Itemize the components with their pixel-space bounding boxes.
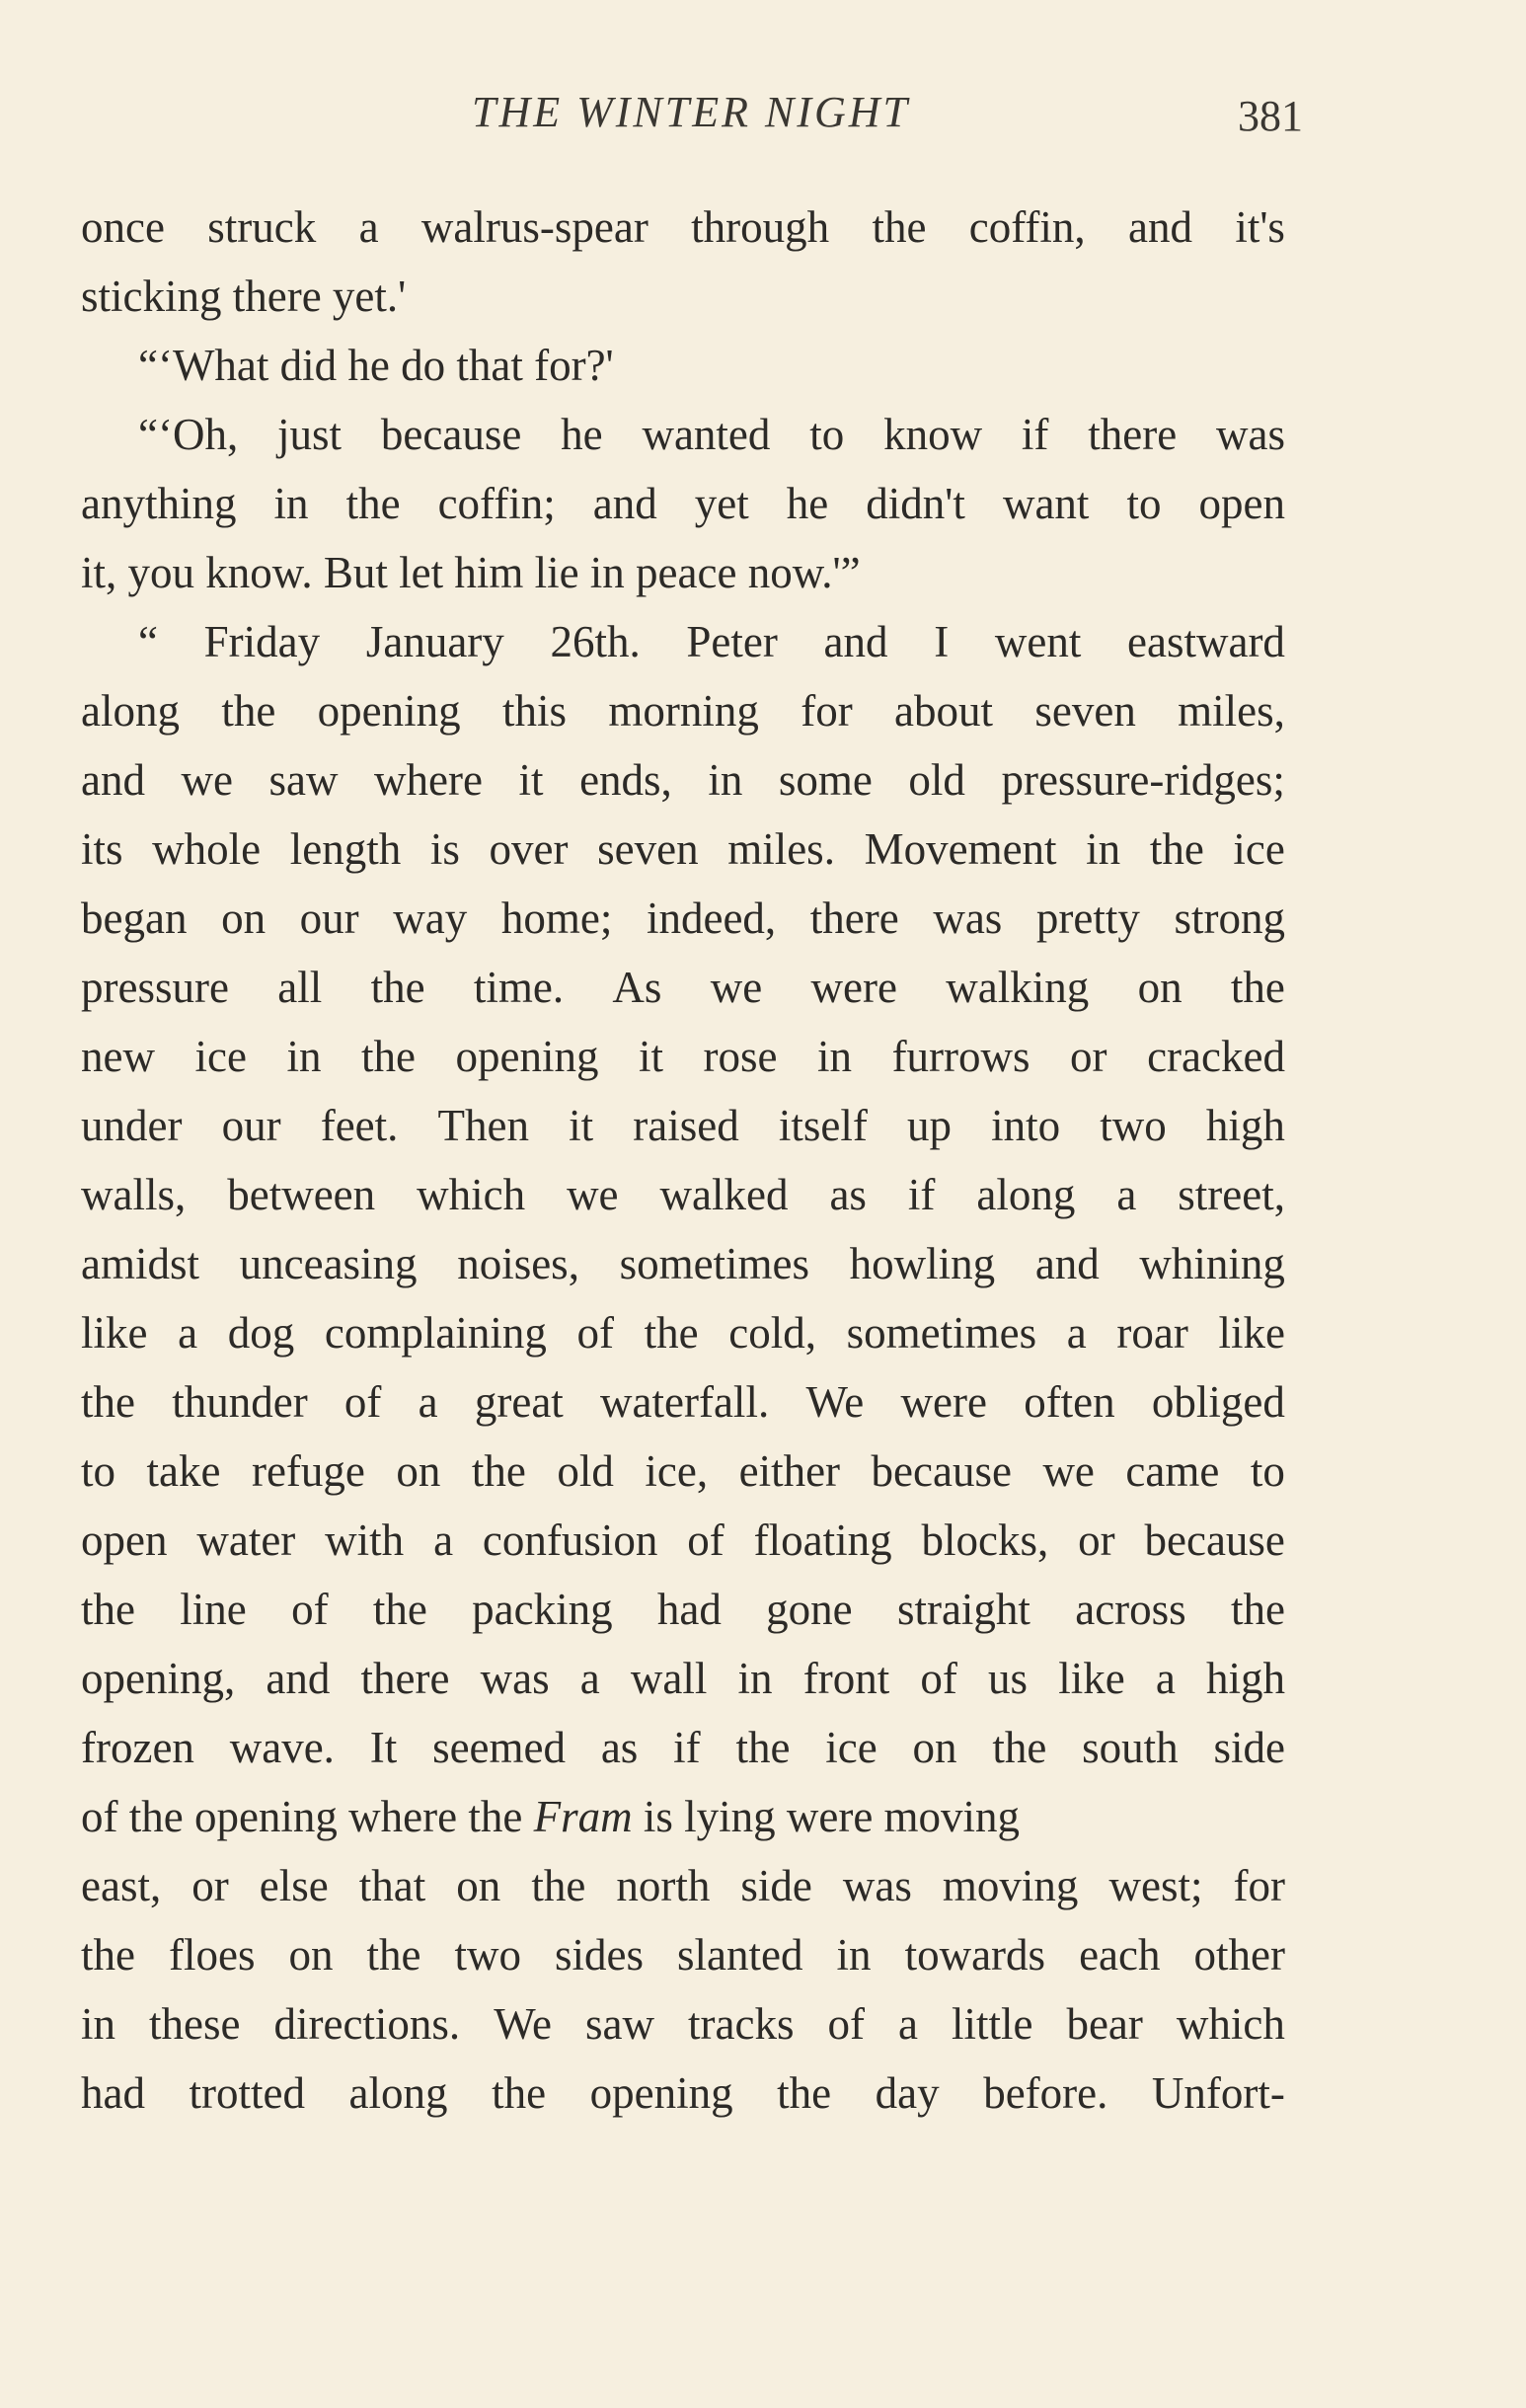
word: towards <box>904 1930 1046 1980</box>
text-line-23 <box>81 1713 1285 1782</box>
word: in <box>1086 824 1121 874</box>
word: east, <box>81 1861 162 1910</box>
word: he <box>561 410 603 459</box>
word: the <box>372 1585 427 1634</box>
word: bear <box>1066 1999 1143 2049</box>
word: anything <box>81 479 237 528</box>
word: some <box>778 755 873 805</box>
word: ice, <box>645 1446 709 1496</box>
word: a <box>433 1515 454 1565</box>
word: ice <box>825 1723 877 1772</box>
word: there <box>360 1654 450 1703</box>
word: little <box>951 1999 1033 2049</box>
word: walrus-spear <box>420 202 649 252</box>
word: of <box>576 1308 614 1358</box>
word: in <box>286 1032 322 1081</box>
word: if <box>1021 410 1049 459</box>
text-line-12 <box>81 953 1285 1022</box>
word: trotted <box>189 2068 305 2118</box>
word: north <box>616 1861 711 1910</box>
word: ice <box>194 1032 247 1081</box>
word: time. <box>473 963 565 1012</box>
text-line-25 <box>81 1851 1285 1920</box>
word: pretty <box>1035 893 1140 943</box>
word: or <box>191 1861 229 1910</box>
word: miles, <box>1178 686 1285 736</box>
word: itself <box>778 1101 868 1150</box>
word: was <box>480 1654 550 1703</box>
word: because <box>871 1446 1012 1496</box>
word: the <box>992 1723 1047 1772</box>
word: wanted <box>642 410 771 459</box>
word: dog <box>227 1308 295 1358</box>
word: cracked <box>1147 1032 1285 1081</box>
text-line-14 <box>81 1091 1285 1160</box>
word: on <box>912 1723 957 1772</box>
word: for <box>1233 1861 1285 1910</box>
word: the <box>221 686 276 736</box>
ship-name-fram: Fram <box>533 1792 633 1841</box>
word: sometimes <box>619 1239 810 1288</box>
word: just <box>277 410 343 459</box>
word: want <box>1002 479 1090 528</box>
word: of <box>920 1654 957 1703</box>
word: ice <box>1233 824 1285 874</box>
word: whining <box>1139 1239 1285 1288</box>
word: in <box>273 479 309 528</box>
text-line-22 <box>81 1644 1285 1713</box>
word: is <box>429 824 460 874</box>
word: which <box>1176 1999 1285 2049</box>
word: directions. <box>273 1999 461 2049</box>
word: began <box>81 893 188 943</box>
word: Movement <box>864 824 1057 874</box>
word: opening, <box>81 1654 236 1703</box>
word: a <box>1155 1654 1176 1703</box>
word: of <box>343 1377 382 1427</box>
word: wall <box>630 1654 708 1703</box>
word: that <box>358 1861 426 1910</box>
word: seven <box>597 824 699 874</box>
word: rose <box>703 1032 778 1081</box>
word: complaining <box>324 1308 547 1358</box>
word: I <box>934 617 950 666</box>
word: its <box>81 824 123 874</box>
word: it <box>639 1032 664 1081</box>
word: Unfort- <box>1151 2068 1285 2118</box>
body-text <box>81 193 1285 2128</box>
text-line-27 <box>81 1989 1285 2058</box>
word: eastward <box>1127 617 1285 666</box>
word: like <box>1218 1308 1285 1358</box>
word: Then <box>437 1101 529 1150</box>
word: on <box>456 1861 501 1910</box>
word: a <box>358 202 379 252</box>
word: We <box>494 1999 553 2049</box>
word: we <box>710 963 763 1012</box>
word: refuge <box>251 1446 365 1496</box>
word: noises, <box>457 1239 579 1288</box>
word: Friday <box>203 617 321 666</box>
word: the <box>370 963 425 1012</box>
word: new <box>81 1032 155 1081</box>
word: between <box>227 1170 376 1219</box>
word: obliged <box>1151 1377 1285 1427</box>
word: walking <box>946 963 1090 1012</box>
word: the <box>345 479 401 528</box>
word: and <box>81 755 145 805</box>
word: were <box>810 963 897 1012</box>
word: opening <box>317 686 461 736</box>
word: unceasing <box>239 1239 418 1288</box>
word: a <box>418 1377 438 1427</box>
word: two <box>1100 1101 1167 1150</box>
word: a <box>1066 1308 1087 1358</box>
word: through <box>691 202 830 252</box>
word: line <box>180 1585 247 1634</box>
word: under <box>81 1101 183 1150</box>
text-line-13 <box>81 1022 1285 1091</box>
word: a <box>897 1999 918 2049</box>
word: blocks, <box>921 1515 1049 1565</box>
word: high <box>1205 1654 1285 1703</box>
word: the <box>531 1861 586 1910</box>
word: across <box>1075 1585 1186 1634</box>
word: was <box>933 893 1003 943</box>
word: saw <box>268 755 339 805</box>
text-line-10 <box>81 815 1285 884</box>
word: seven <box>1034 686 1136 736</box>
word: in <box>708 755 743 805</box>
text-line-11 <box>81 884 1285 953</box>
text-line-18 <box>81 1367 1285 1437</box>
word: know <box>883 410 983 459</box>
word: our <box>221 1101 281 1150</box>
word: feet. <box>320 1101 399 1150</box>
word: We <box>805 1377 865 1427</box>
word: of <box>827 1999 865 2049</box>
word: the <box>81 1930 135 1980</box>
word: old <box>908 755 965 805</box>
word: sometimes <box>846 1308 1037 1358</box>
word: a <box>579 1654 600 1703</box>
word: us <box>988 1654 1029 1703</box>
word: walked <box>659 1170 789 1219</box>
word: either <box>738 1446 841 1496</box>
word: once <box>81 202 165 252</box>
word: the <box>492 2068 547 2118</box>
word: for <box>801 686 853 736</box>
word: along <box>81 686 180 736</box>
word: on <box>288 1930 334 1980</box>
word: on <box>1137 963 1183 1012</box>
word: of <box>687 1515 725 1565</box>
word: in <box>737 1654 773 1703</box>
word: floes <box>169 1930 256 1980</box>
word: high <box>1205 1101 1285 1150</box>
word: howling <box>849 1239 996 1288</box>
word: other <box>1193 1930 1285 1980</box>
word: it's <box>1235 202 1285 252</box>
text-line-28 <box>81 2058 1285 2128</box>
word: to <box>1250 1446 1285 1496</box>
running-head-title: THE WINTER NIGHT <box>471 88 911 136</box>
word: and <box>592 479 657 528</box>
word: where <box>374 755 483 805</box>
word: in <box>817 1032 853 1081</box>
word: had <box>81 2068 145 2118</box>
text-line-7 <box>81 607 1285 676</box>
word: to <box>809 410 845 459</box>
word: because <box>1144 1515 1285 1565</box>
word: each <box>1079 1930 1161 1980</box>
word: and <box>823 617 888 666</box>
word: about <box>894 686 994 736</box>
word: tracks <box>688 1999 795 2049</box>
word: the <box>872 202 927 252</box>
word: a <box>178 1308 198 1358</box>
text-line-26 <box>81 1920 1285 1989</box>
word: length <box>289 824 402 874</box>
text-line-24: of the opening where the Fram is lying were moving <box>81 1792 1021 1841</box>
word: It <box>369 1723 398 1772</box>
word: into <box>991 1101 1061 1150</box>
word: amidst <box>81 1239 199 1288</box>
word: the <box>777 2068 832 2118</box>
word: open <box>81 1515 168 1565</box>
word: in <box>81 1999 116 2049</box>
word: morning <box>608 686 759 736</box>
word: waterfall. <box>600 1377 770 1427</box>
word: indeed, <box>646 893 777 943</box>
word: and <box>1034 1239 1100 1288</box>
word: and <box>1128 202 1192 252</box>
word: January <box>365 617 504 666</box>
word: the <box>1230 963 1285 1012</box>
word: “ <box>138 617 158 666</box>
word: as <box>600 1723 639 1772</box>
word: along <box>976 1170 1076 1219</box>
text-line-16 <box>81 1229 1285 1298</box>
word: often <box>1024 1377 1115 1427</box>
word: else <box>259 1861 329 1910</box>
word: walls, <box>81 1170 187 1219</box>
word: on <box>396 1446 441 1496</box>
word: pressure <box>81 963 229 1012</box>
word: home; <box>500 893 613 943</box>
word: was <box>842 1861 912 1910</box>
word: there <box>1088 410 1178 459</box>
word: Peter <box>686 617 778 666</box>
word: sides <box>555 1930 645 1980</box>
word: opening <box>455 1032 599 1081</box>
word: to <box>81 1446 116 1496</box>
text-line-8 <box>81 676 1285 745</box>
text-line-6: it, you know. But let him lie in peace now.'” <box>81 548 861 597</box>
word: miles. <box>727 824 835 874</box>
text-line-5 <box>81 469 1285 538</box>
word: front <box>802 1654 890 1703</box>
word: on <box>221 893 267 943</box>
word: a <box>1116 1170 1137 1219</box>
word: or <box>1070 1032 1107 1081</box>
word: way <box>393 893 468 943</box>
word: saw <box>585 1999 655 2049</box>
word: if <box>673 1723 701 1772</box>
text-line-3: “‘What did he do that for?' <box>138 341 614 390</box>
word: the <box>735 1723 791 1772</box>
word: didn't <box>866 479 965 528</box>
word: moving <box>942 1861 1079 1910</box>
word: raised <box>633 1101 739 1150</box>
word: this <box>501 686 568 736</box>
word: he <box>786 479 829 528</box>
text-line-21 <box>81 1575 1285 1644</box>
word: floating <box>753 1515 892 1565</box>
word: along <box>348 2068 448 2118</box>
word: frozen <box>81 1723 194 1772</box>
word: the <box>366 1930 421 1980</box>
word: to <box>1126 479 1162 528</box>
word: of <box>291 1585 329 1634</box>
word: before. <box>983 2068 1108 2118</box>
word: the <box>81 1585 135 1634</box>
word: side <box>740 1861 812 1910</box>
word: the <box>1231 1585 1285 1634</box>
word: and <box>266 1654 331 1703</box>
word: pressure-ridges; <box>1001 755 1285 805</box>
word: the <box>1149 824 1204 874</box>
word: west; <box>1108 1861 1203 1910</box>
word: slanted <box>677 1930 803 1980</box>
word: the <box>471 1446 526 1496</box>
text-line-9 <box>81 745 1285 815</box>
word: street, <box>1178 1170 1285 1219</box>
word: great <box>474 1377 564 1427</box>
text-line-19 <box>81 1437 1285 1506</box>
word: straight <box>896 1585 1030 1634</box>
word: it <box>518 755 544 805</box>
word: like <box>1058 1654 1125 1703</box>
word: coffin, <box>968 202 1086 252</box>
word: side <box>1213 1723 1285 1772</box>
word: up <box>906 1101 952 1150</box>
word: gone <box>766 1585 853 1634</box>
word: cold, <box>728 1308 816 1358</box>
word: coffin; <box>437 479 556 528</box>
page-number: 381 <box>1238 92 1303 140</box>
word: like <box>81 1308 148 1358</box>
word: take <box>146 1446 221 1496</box>
word: we <box>1042 1446 1095 1496</box>
word: as <box>829 1170 867 1219</box>
word: ends, <box>579 755 672 805</box>
word: roar <box>1116 1308 1188 1358</box>
word: 26th. <box>550 617 641 666</box>
word: there <box>809 893 899 943</box>
text-line-4 <box>81 400 1285 469</box>
word: we <box>567 1170 619 1219</box>
word: furrows <box>891 1032 1030 1081</box>
word: the <box>361 1032 416 1081</box>
word: came <box>1125 1446 1220 1496</box>
word: with <box>325 1515 405 1565</box>
word: went <box>994 617 1082 666</box>
word: south <box>1082 1723 1179 1772</box>
word: whole <box>152 824 262 874</box>
word: over <box>489 824 569 874</box>
word: because <box>380 410 522 459</box>
word: struck <box>207 202 317 252</box>
word: was <box>1216 410 1285 459</box>
word: two <box>454 1930 522 1980</box>
word: or <box>1078 1515 1115 1565</box>
word: wave. <box>229 1723 335 1772</box>
word: in <box>836 1930 872 1980</box>
word: open <box>1198 479 1285 528</box>
word: “‘Oh, <box>138 410 239 459</box>
word: water <box>196 1515 296 1565</box>
word: were <box>900 1377 987 1427</box>
word: we <box>181 755 233 805</box>
word: packing <box>472 1585 613 1634</box>
text-line-17 <box>81 1298 1285 1367</box>
word: the <box>644 1308 699 1358</box>
text-line-20 <box>81 1506 1285 1575</box>
word: the <box>81 1377 135 1427</box>
word: yet <box>694 479 749 528</box>
word: confusion <box>482 1515 658 1565</box>
word: old <box>557 1446 614 1496</box>
word: if <box>907 1170 936 1219</box>
word: day <box>875 2068 940 2118</box>
word: strong <box>1174 893 1285 943</box>
word: our <box>299 893 359 943</box>
word: thunder <box>172 1377 308 1427</box>
text-line-15 <box>81 1160 1285 1229</box>
word: these <box>149 1999 241 2049</box>
word: it <box>569 1101 594 1150</box>
word: As <box>612 963 662 1012</box>
word: opening <box>589 2068 733 2118</box>
word: seemed <box>432 1723 566 1772</box>
text-line-2: sticking there yet.' <box>81 272 407 321</box>
word: which <box>417 1170 526 1219</box>
word: had <box>656 1585 722 1634</box>
text-line-1 <box>81 193 1285 262</box>
word: all <box>277 963 323 1012</box>
